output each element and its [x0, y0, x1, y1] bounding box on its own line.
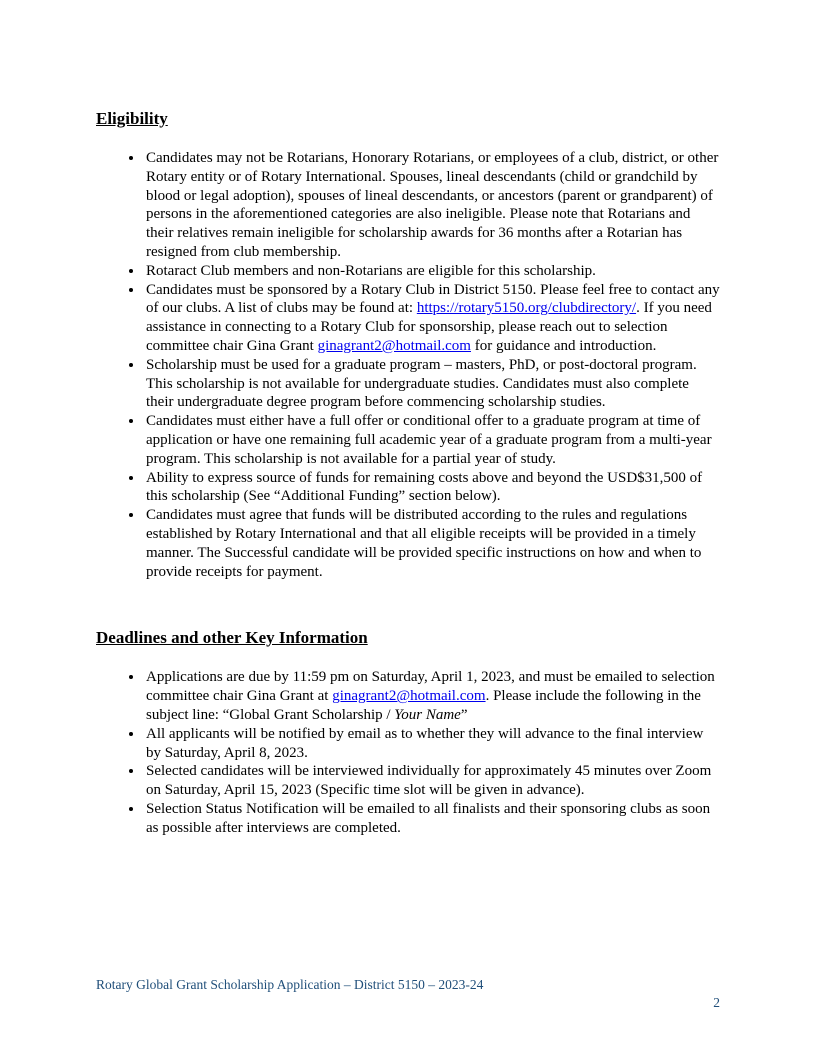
bullet-text: . If you need assistance in connecting to a Rotary Club for sponsorship, please reach out to selection committee chair Gina Grant — [146, 300, 712, 354]
bullet-text: . Please include the following in the subject line: “Global Grant Scholarship / — [146, 688, 701, 723]
page-number: 2 — [713, 995, 720, 1010]
bullet-item-application-due — [144, 668, 720, 724]
section-heading-deadlines: Deadlines and other Key Information — [96, 628, 368, 648]
bullet-item-sponsorship — [144, 281, 720, 356]
bullet-item-funds-distribution: • Candidates must agree that funds will be distributed according to the rules and regulations established by Rotary International and that all eligible receipts will be provided in a timely manner. The Successful candidate will be provided specific instructions on how and when to provide receipts for payment. — [144, 506, 720, 581]
page-footer — [96, 977, 720, 1011]
deadlines-list — [96, 668, 720, 837]
bullet-text: for guidance and introduction. — [470, 337, 657, 354]
eligibility-list — [96, 149, 720, 581]
bullet-text: Applications are due by 11:59 pm on Saturday, April 1, 2023, and must be emailed to selection committee chair Gina Grant at — [146, 669, 715, 705]
gina-grant-email-link[interactable]: ginagrant2@hotmail.com — [332, 688, 486, 705]
footer-title: Rotary Global Grant Scholarship Application – District 5150 – 2023-24 — [96, 977, 484, 992]
bullet-item-rotaract-eligible: • Rotaract Club members and non-Rotarians are eligible for this scholarship. — [144, 262, 720, 281]
bullet-item-selection-status: • Selection Status Notification will be emailed to all finalists and their sponsoring clubs as soon as possible after interviews are completed. — [144, 800, 720, 838]
your-name-placeholder: Your Name — [394, 706, 461, 723]
section-heading-eligibility: Eligibility — [96, 109, 168, 128]
bullet-item-offer-requirement: • Candidates must either have a full offer or conditional offer to a graduate program at time of application or have one remaining full academic year of a graduate program from a multi-year program. This scholarship is not available for a partial year of study. — [144, 412, 720, 468]
gina-grant-email-link[interactable]: ginagrant2@hotmail.com — [317, 337, 471, 354]
bullet-item-funding-source: • Ability to express source of funds for remaining costs above and beyond the USD$31,500 of this scholarship (See “Additional Funding” section below). — [144, 469, 720, 507]
bullet-item-notification: • All applicants will be notified by email as to whether they will advance to the final interview by Saturday, April 8, 2023. — [144, 725, 720, 763]
club-directory-link[interactable]: https://rotary5150.org/clubdirectory/ — [416, 300, 637, 317]
bullet-item-candidate-restrictions: • Candidates may not be Rotarians, Honorary Rotarians, or employees of a club, district, or other Rotary entity or of Rotary International. Spouses, lineal descendants (child or grandchild by blood or legal adoption), spouses of lineal descendants, or ancestors (parent or grandparent) of persons in the aforementioned categories are also ineligible. Please note that Rotarians and their relatives remain ineligible for scholarship awards for 36 months after a Rotarian has resigned from club membership. — [144, 149, 720, 262]
bullet-item-graduate-program: • Scholarship must be used for a graduate program – masters, PhD, or post-doctoral program. This scholarship is not available for undergraduate studies. Candidates must also complete their undergraduate degree program before commencing scholarship studies. — [144, 356, 720, 412]
bullet-item-interviews: • Selected candidates will be interviewed individually for approximately 45 minutes over Zoom on Saturday, April 15, 2023 (Specific time slot will be given in advance). — [144, 762, 720, 800]
bullet-text: Candidates must be sponsored by a Rotary Club in District 5150. Please feel free to contact any of our clubs. A list of clubs may be found at: — [146, 281, 720, 317]
bullet-text: ” — [460, 706, 468, 723]
